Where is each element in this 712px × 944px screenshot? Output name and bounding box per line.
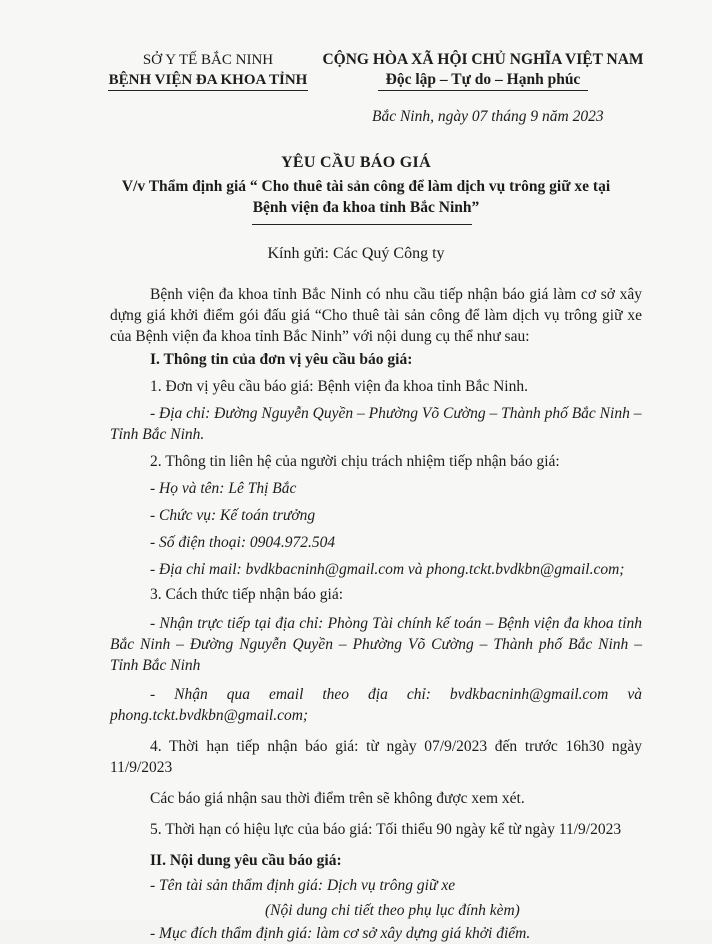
contact-phone: - Số điện thoại: 0904.972.504	[150, 534, 336, 551]
late-quote-note: Các báo giá nhận sau thời điểm trên sẽ không được xem xét.	[150, 790, 525, 807]
valuation-purpose: - Mục đích thẩm định giá: làm cơ sở xây dựng giá khởi điểm.	[150, 925, 531, 942]
item-5: 5. Thời hạn có hiệu lực của báo giá: Tối thiểu 90 ngày kể từ ngày 11/9/2023	[150, 821, 622, 838]
contact-email: - Địa chỉ mail: bvdkbacninh@gmail.com và phong.tckt.bvdkbn@gmail.com;	[150, 561, 625, 578]
receive-email: - Nhận qua email theo địa chỉ: bvdkbacninh@gmail.com và phong.tckt.bvdkbn@gmail.com;	[110, 686, 642, 724]
subject-line-1: V/v Thẩm định giá “ Cho thuê tài sản công để làm dịch vụ trông giữ xe tại	[121, 178, 611, 195]
intro-paragraph: Bệnh viện đa khoa tỉnh Bắc Ninh có nhu cầu tiếp nhận báo giá làm cơ sở xây dựng giá khởi điểm gói đấu giá “Cho thuê tài sản công để làm dịch vụ trông giữ xe của Bệnh viện đa khoa tỉnh Bắc Ninh” với nội dung cụ thể như sau:	[110, 286, 642, 345]
org-underline	[108, 90, 308, 91]
section-1-heading: I. Thông tin của đơn vị yêu cầu báo giá:	[150, 351, 413, 368]
contact-name: - Họ và tên: Lê Thị Bắc	[150, 480, 297, 497]
org-line-2: BỆNH VIỆN ĐA KHOA TỈNH	[108, 72, 308, 88]
item-3: 3. Cách thức tiếp nhận báo giá:	[150, 586, 344, 603]
nation-line-1: CỘNG HÒA XÃ HỘI CHỦ NGHĨA VIỆT NAM	[322, 51, 644, 68]
receive-direct: - Nhận trực tiếp tại địa chỉ: Phòng Tài chính kế toán – Bệnh viện đa khoa tỉnh Bắc Ninh – Đường Nguyễn Quyền – Phường Võ Cường – Thành phố Bắc Ninh – Tỉnh Bắc Ninh	[110, 615, 642, 674]
national-motto	[318, 50, 648, 90]
section-2-heading: II. Nội dung yêu cầu báo giá:	[150, 852, 342, 869]
motto-underline	[378, 90, 588, 91]
issuing-organization	[108, 50, 308, 90]
document-title: YÊU CẦU BÁO GIÁ	[281, 154, 431, 171]
document-subject	[116, 176, 616, 218]
org-line-1: SỞ Y TẾ BẮC NINH	[142, 52, 274, 68]
subject-line-2: Bệnh viện đa khoa tỉnh Bắc Ninh”	[252, 199, 480, 216]
contact-position: - Chức vụ: Kế toán trưởng	[150, 507, 316, 524]
asset-name: - Tên tài sản thẩm định giá: Dịch vụ trông giữ xe	[150, 877, 456, 894]
item-2: 2. Thông tin liên hệ của người chịu trách nhiệm tiếp nhận báo giá:	[150, 453, 560, 470]
subject-underline	[252, 224, 472, 225]
item-1: 1. Đơn vị yêu cầu báo giá: Bệnh viện đa khoa tỉnh Bắc Ninh.	[150, 378, 528, 395]
nation-line-2: Độc lập – Tự do – Hạnh phúc	[385, 71, 581, 88]
item-4: 4. Thời hạn tiếp nhận báo giá: từ ngày 07/9/2023 đến trước 16h30 ngày 11/9/2023	[110, 738, 642, 776]
address-line: - Địa chỉ: Đường Nguyễn Quyền – Phường Võ Cường – Thành phố Bắc Ninh – Tỉnh Bắc Ninh.	[110, 405, 642, 443]
appendix-note: (Nội dung chi tiết theo phụ lục đính kèm)	[265, 902, 520, 919]
date-line: Bắc Ninh, ngày 07 tháng 9 năm 2023	[372, 108, 604, 125]
document-body	[110, 284, 642, 944]
greeting: Kính gửi: Các Quý Công ty	[267, 245, 445, 262]
